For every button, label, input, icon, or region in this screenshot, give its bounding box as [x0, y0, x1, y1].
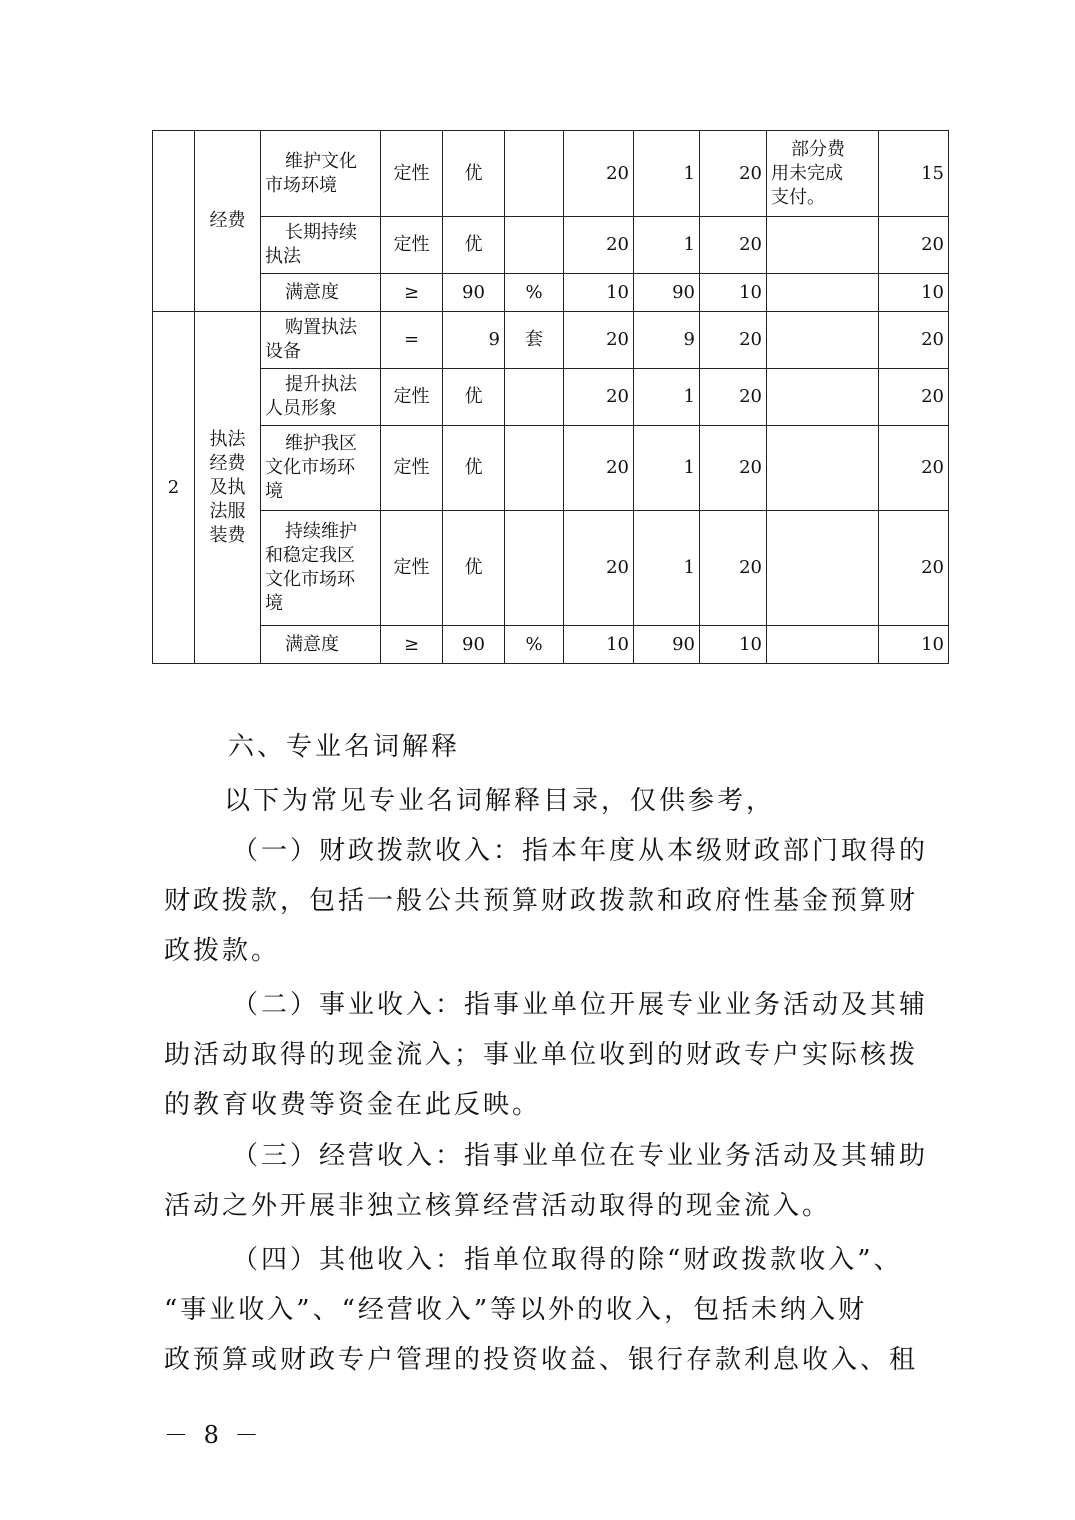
- weight-cell: 20: [564, 369, 634, 426]
- score-cell: 10: [879, 274, 949, 312]
- operator-cell: =: [381, 312, 443, 369]
- score-a-cell: 10: [700, 626, 767, 664]
- paragraph-line: 的教育收费等资金在此反映。: [164, 1090, 542, 1120]
- operator-cell: ≥: [381, 626, 443, 664]
- indicator-cell: 长期持续 执法: [261, 217, 381, 274]
- index-cell: 2: [153, 312, 195, 664]
- paragraph-line: 助活动取得的现金流入；事业单位收到的财政专户实际核拨: [164, 1040, 919, 1070]
- score-cell: 20: [879, 312, 949, 369]
- indicator-cell: 满意度: [261, 274, 381, 312]
- unit-cell: 套: [505, 312, 564, 369]
- score-a-cell: 20: [700, 131, 767, 217]
- score-cell: 20: [879, 426, 949, 511]
- paragraph-line: 以下为常见专业名词解释目录，仅供参考，: [224, 786, 776, 816]
- target-cell: 优: [443, 217, 505, 274]
- score-a-cell: 20: [700, 426, 767, 511]
- weight-cell: 20: [564, 426, 634, 511]
- actual-cell: 1: [634, 511, 700, 626]
- actual-cell: 1: [634, 131, 700, 217]
- target-cell: 优: [443, 426, 505, 511]
- weight-cell: 20: [564, 131, 634, 217]
- actual-cell: 90: [634, 626, 700, 664]
- score-a-cell: 10: [700, 274, 767, 312]
- weight-cell: 20: [564, 217, 634, 274]
- paragraph-line: （二）事业收入：指事业单位开展专业业务活动及其辅: [232, 990, 929, 1020]
- indicator-cell: 维护我区 文化市场环 境: [261, 426, 381, 511]
- score-a-cell: 20: [700, 312, 767, 369]
- indicator-cell: 持续维护 和稳定我区 文化市场环 境: [261, 511, 381, 626]
- paragraph-line: 财政拨款，包括一般公共预算财政拨款和政府性基金预算财: [164, 886, 919, 916]
- actual-cell: 9: [634, 312, 700, 369]
- note-cell: 部分费 用未完成 支付。: [767, 131, 879, 217]
- paragraph-line: “事业收入”、“经营收入”等以外的收入，包括未纳入财: [164, 1295, 868, 1325]
- indicator-cell: 购置执法 设备: [261, 312, 381, 369]
- weight-cell: 10: [564, 626, 634, 664]
- paragraph-line: （四）其他收入：指单位取得的除“财政拨款收入”、: [232, 1245, 903, 1275]
- paragraph-line: 政预算或财政专户管理的投资收益、银行存款利息收入、租: [164, 1345, 919, 1375]
- actual-cell: 1: [634, 426, 700, 511]
- weight-cell: 20: [564, 511, 634, 626]
- operator-cell: 定性: [381, 511, 443, 626]
- target-cell: 9: [443, 312, 505, 369]
- indicator-cell: 提升执法 人员形象: [261, 369, 381, 426]
- operator-cell: 定性: [381, 217, 443, 274]
- target-cell: 优: [443, 369, 505, 426]
- target-cell: 90: [443, 274, 505, 312]
- score-a-cell: 20: [700, 511, 767, 626]
- weight-cell: 20: [564, 312, 634, 369]
- operator-cell: 定性: [381, 426, 443, 511]
- actual-cell: 90: [634, 274, 700, 312]
- category-label: 经费: [209, 210, 246, 231]
- target-cell: 优: [443, 131, 505, 217]
- unit-cell: %: [505, 626, 564, 664]
- operator-cell: 定性: [381, 369, 443, 426]
- indicator-cell: 维护文化 市场环境: [261, 131, 381, 217]
- score-cell: 15: [879, 131, 949, 217]
- paragraph-line: （一）财政拨款收入：指本年度从本级财政部门取得的: [232, 836, 929, 866]
- score-cell: 20: [879, 369, 949, 426]
- paragraph-line: 活动之外开展非独立核算经营活动取得的现金流入。: [164, 1191, 832, 1221]
- score-cell: 20: [879, 217, 949, 274]
- score-a-cell: 20: [700, 369, 767, 426]
- operator-cell: ≥: [381, 274, 443, 312]
- indicator-cell: 满意度: [261, 626, 381, 664]
- page-number: － 8 －: [164, 1421, 263, 1449]
- score-cell: 20: [879, 511, 949, 626]
- score-cell: 10: [879, 626, 949, 664]
- weight-cell: 10: [564, 274, 634, 312]
- target-cell: 90: [443, 626, 505, 664]
- category-cell: 执法 经费 及执 法服 装费: [195, 312, 261, 664]
- paragraph-line: （三）经营收入：指事业单位在专业业务活动及其辅助: [232, 1141, 929, 1171]
- target-cell: 优: [443, 511, 505, 626]
- operator-cell: 定性: [381, 131, 443, 217]
- actual-cell: 1: [634, 217, 700, 274]
- score-a-cell: 20: [700, 217, 767, 274]
- actual-cell: 1: [634, 369, 700, 426]
- paragraph-line: 政拨款。: [164, 936, 281, 966]
- unit-cell: %: [505, 274, 564, 312]
- section-heading: 六、专业名词解释: [228, 732, 461, 762]
